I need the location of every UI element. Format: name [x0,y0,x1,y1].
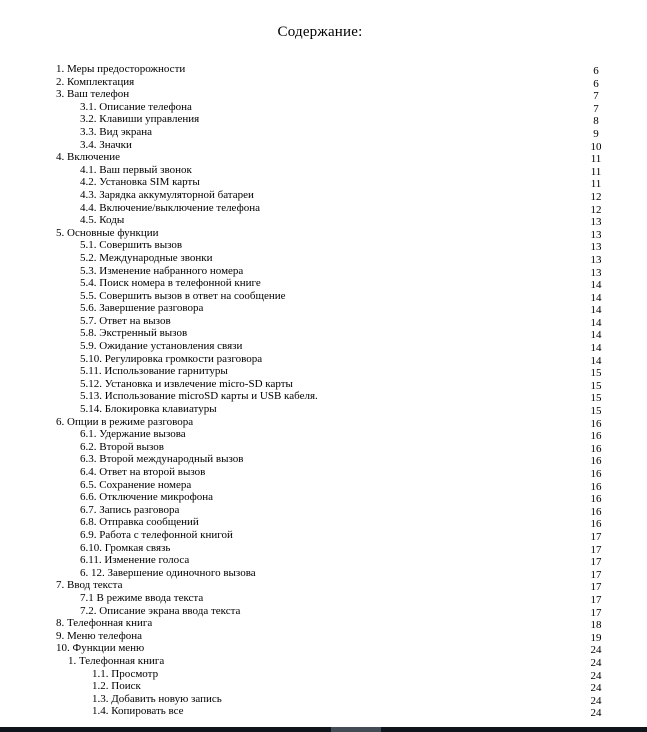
toc-entry [0,491,647,504]
toc-entry-label: 3.4. Значки [80,138,132,151]
toc-entry [0,227,647,240]
toc-entry-label: 6.4. Ответ на второй вызов [80,466,206,478]
toc-entry-page: 12 [590,203,602,216]
toc-entry [0,265,647,278]
toc-entry [0,504,647,517]
toc-entry [0,441,647,454]
toc-entry-label: 4.4. Включение/выключение телефона [80,201,260,214]
toc-entry-label: 1.1. Просмотр [92,667,159,680]
toc-entry [0,113,647,126]
toc-entry-page: 7 [593,90,599,103]
toc-entry-page: 13 [590,216,602,229]
toc-entry-page: 6 [593,65,599,77]
toc-entry-page: 17 [590,530,602,543]
toc-entry [0,139,647,152]
toc-entry [0,668,647,681]
toc-entry-page: 8 [593,115,599,128]
toc-entry-page: 13 [590,266,602,279]
toc-entry [0,189,647,202]
toc-entry [0,176,647,189]
toc-entry-page: 7 [593,102,599,115]
toc-entry-label: 6.9. Работа с телефонной книгой [80,528,233,541]
toc-entry [0,617,647,630]
toc-entry [0,302,647,315]
toc-entry-page: 24 [590,682,602,695]
toc-entry-page: 24 [590,669,602,682]
toc-entry [0,655,647,668]
toc-entry [0,416,647,429]
toc-entry [0,428,647,441]
toc-entry [0,378,647,391]
toc-entry-label: 6.1. Удержание вызова [80,428,186,441]
toc-entry-label: 5.11. Использование гарнитуры [80,365,228,378]
toc-entry-label: 5.12. Установка и извлечение micro-SD карты [80,377,293,390]
toc-entry-label: 8. Телефонная книга [56,617,153,630]
toc-entry-label: 5.10. Регулировка громкости разговора [80,352,263,365]
toc-entry-page: 24 [590,644,602,657]
toc-entry-page: 15 [590,379,602,392]
toc-entry-page: 14 [590,354,602,367]
toc-entry-page: 14 [590,342,602,355]
toc-entry-label: 7. Ввод текста [56,579,123,592]
toc-entry-page: 24 [590,656,602,669]
toc-entry [0,277,647,290]
toc-entry-label: 3.2. Клавиши управления [80,113,200,126]
toc-entry-label: 3. Ваш телефон [56,88,130,101]
bottom-scrollbar[interactable] [0,727,647,732]
toc-entry-page: 16 [590,493,602,506]
toc-entry-label: 6.7. Запись разговора [80,503,180,516]
toc-entry-page: 18 [590,619,602,632]
toc-entry [0,252,647,265]
toc-entry-label: 6.3. Второй международный вызов [80,453,244,466]
toc-entry-page: 15 [590,392,602,405]
toc-entry-page: 15 [590,367,602,380]
toc-entry-label: 5.4. Поиск номера в телефонной книге [80,277,261,290]
toc-entry-label: 4.5. Коды [80,214,125,227]
toc-entry-label: 6.8. Отправка сообщений [80,516,199,529]
toc-entry-label: 5.6. Завершение разговора [80,302,204,315]
toc-entry [0,579,647,592]
toc-entry-label: 6.6. Отключение микрофона [80,491,214,504]
toc-entry [0,479,647,492]
toc-entry [0,542,647,555]
toc-entry-label: 1.4. Копировать все [92,705,184,718]
toc-entry-page: 14 [590,291,602,304]
toc-entry [0,88,647,101]
toc-entry-page: 12 [590,190,602,203]
toc-entry-label: 4.2. Установка SIM карты [80,176,200,189]
toc-entry [0,403,647,416]
toc-entry [0,202,647,215]
toc-entry-label: 6.2. Второй вызов [80,440,164,453]
toc-entry-page: 11 [590,165,602,178]
toc-entry-label: 5.14. Блокировка клавиатуры [80,403,217,416]
toc-entry-page: 6 [593,77,599,90]
toc-entry-page: 13 [590,228,602,241]
toc-entry-page: 10 [590,140,602,153]
toc-entry-page: 13 [590,241,602,254]
toc-entry-page: 9 [593,127,599,140]
bottom-scrollbar-thumb[interactable] [331,727,381,732]
toc-entry-page: 11 [590,178,602,191]
toc-entry-page: 11 [590,153,602,166]
toc-entry-label: 4. Включение [56,151,121,164]
toc-entry-label: 5.1. Совершить вызов [80,239,183,252]
toc-entry [0,101,647,114]
toc-entry [0,151,647,164]
toc-entry [0,340,647,353]
toc-entry-page: 14 [590,304,602,317]
toc-entry-label: 3.1. Описание телефона [80,100,192,113]
toc-entry [0,466,647,479]
toc-entry-label: 1.2. Поиск [92,680,141,693]
toc-entry [0,693,647,706]
toc-entry-page: 16 [590,480,602,493]
toc-entry-label: 6.11. Изменение голоса [80,554,190,567]
toc-entry-label: 5.3. Изменение набранного номера [80,264,244,277]
toc-entry [0,315,647,328]
toc-entry-label: 1.3. Добавить новую запись [92,692,222,705]
toc-entry [0,63,647,76]
toc-entry-page: 17 [590,556,602,569]
toc-entry-page: 16 [590,455,602,468]
toc-entry [0,390,647,403]
toc-entry-page: 16 [590,430,602,443]
toc-entry [0,592,647,605]
toc-entry-page: 16 [590,468,602,480]
toc-entry-page: 14 [590,329,602,342]
toc-entry [0,453,647,466]
toc-entry-label: 4.3. Зарядка аккумуляторной батареи [80,188,254,201]
toc-entry-page: 16 [590,518,602,531]
toc-entry [0,642,647,655]
toc-entry-label: 5. Основные функции [56,226,159,239]
toc-entry [0,630,647,643]
toc-entry [0,554,647,567]
toc-entry-page: 17 [590,581,602,594]
toc-entry-page: 16 [590,442,602,455]
toc-entry [0,529,647,542]
toc-entry-label: 5.2. Международные звонки [80,251,213,264]
toc-entry [0,680,647,693]
toc-entry-label: 4.1. Ваш первый звонок [80,163,192,176]
toc-entry-page: 17 [590,543,602,556]
toc-entry-page: 17 [590,593,602,606]
toc-entry-label: 6. 12. Завершение одиночного вызова [80,566,256,579]
toc-entry-label: 6.10. Громкая связь [80,541,171,554]
toc-entry [0,567,647,580]
toc-entry-page: 13 [590,253,602,266]
toc-entry-page: 14 [590,279,602,292]
toc-entry-label: 6. Опции в режиме разговора [56,415,194,428]
toc-entry-label: 5.8. Экстренный вызов [80,327,188,340]
toc-entry-page: 17 [590,606,602,619]
toc-entry-page: 15 [590,405,602,418]
toc-entry [0,605,647,618]
toc-entry [0,214,647,227]
toc-entry [0,705,647,718]
toc-entry-label: 5.13. Использование microSD карты и USB кабеля. [80,390,318,403]
toc-entry-label: 5.7. Ответ на вызов [80,314,171,327]
toc-entry-label: 7.2. Описание экрана ввода текста [80,604,241,617]
toc-entry-label: 5.9. Ожидание установления связи [80,340,243,353]
toc-entry-label: 7.1 В режиме ввода текста [80,591,204,604]
page-title: Содержание: [277,24,363,40]
toc-entry-label: 6.5. Сохранение номера [80,478,192,491]
toc-entry-page: 19 [590,631,602,644]
toc-entry-page: 24 [590,707,602,720]
toc-entry [0,353,647,366]
toc-list [0,63,647,718]
toc-entry [0,76,647,89]
toc-entry-page: 17 [590,568,602,581]
toc-entry [0,126,647,139]
toc-entry [0,365,647,378]
toc-entry [0,327,647,340]
toc-entry [0,516,647,529]
toc-entry [0,290,647,303]
toc-entry-page: 14 [590,316,602,329]
toc-entry-label: 9. Меню телефона [56,629,142,642]
toc-entry [0,239,647,252]
toc-entry-label: 1. Телефонная книга [68,654,165,667]
toc-entry-label: 2. Комплектация [56,75,135,88]
toc-entry-label: 10. Функции меню [56,642,145,655]
toc-entry [0,164,647,177]
toc-entry-label: 5.5. Совершить вызов в ответ на сообщение [80,289,286,302]
toc-entry-page: 24 [590,694,602,707]
toc-entry-label: 1. Меры предосторожности [56,63,186,75]
toc-entry-page: 16 [590,505,602,518]
toc-entry-label: 3.3. Вид экрана [80,125,153,138]
toc-entry-page: 16 [590,417,602,430]
